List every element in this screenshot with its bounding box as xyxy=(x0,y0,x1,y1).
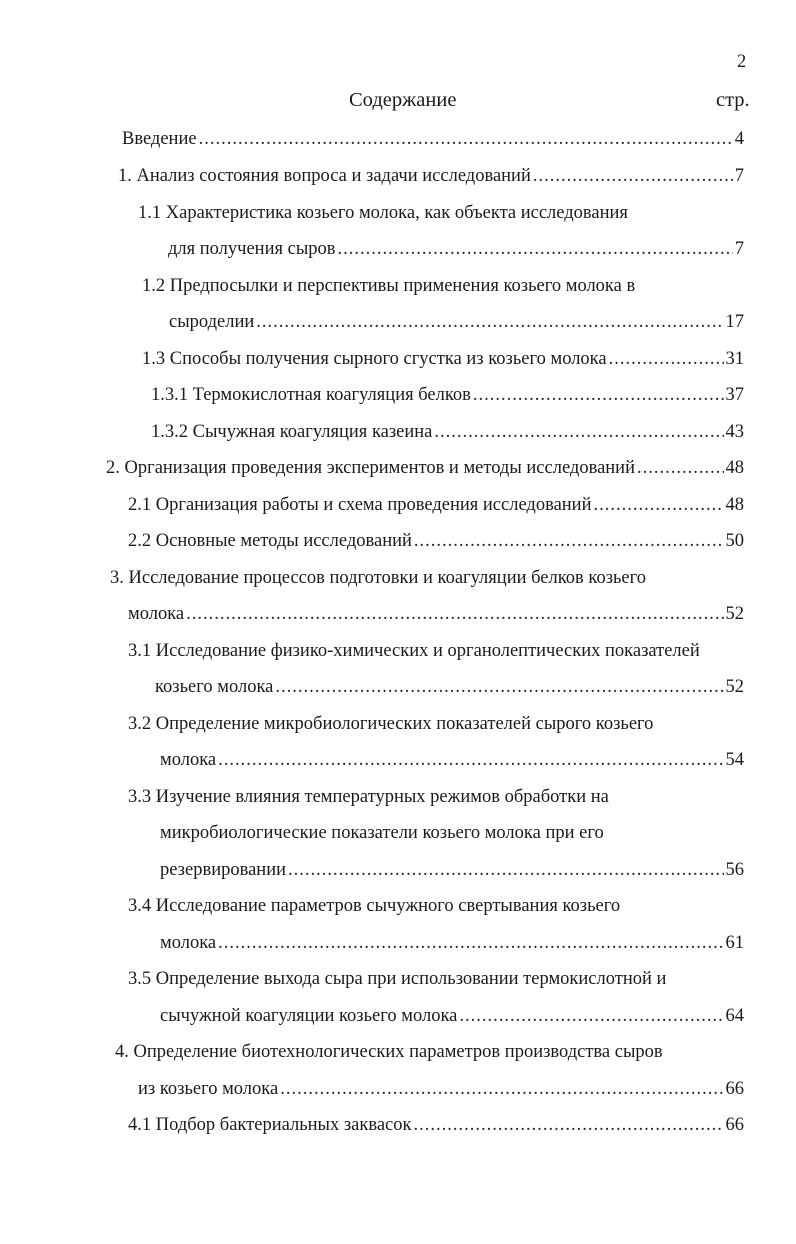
dot-leader xyxy=(275,677,723,698)
dot-leader xyxy=(218,750,723,771)
toc-entry-text: 1.3.2 Сычужная коагуляция казеина xyxy=(151,422,433,442)
toc-entry-page: 52 xyxy=(725,677,744,697)
toc-entry-4-1[interactable] xyxy=(128,1115,744,1136)
toc-entry-text: для получения сыров xyxy=(168,239,336,259)
toc-entry-page: 7 xyxy=(734,166,744,186)
toc-entry-page: 7 xyxy=(734,239,744,259)
dot-leader xyxy=(338,239,733,260)
toc-entry-page: 48 xyxy=(725,458,744,478)
dot-leader xyxy=(288,860,724,881)
toc-entry-3-4[interactable] xyxy=(160,933,744,954)
toc-entry-chapter-1[interactable] xyxy=(118,166,744,187)
dot-leader xyxy=(473,385,724,406)
toc-entry-page: 64 xyxy=(725,1006,744,1026)
dot-leader xyxy=(280,1079,723,1100)
toc-entry-1-1[interactable] xyxy=(168,239,744,260)
toc-entry-text: молока xyxy=(160,750,217,770)
toc-entry-text: 1.3.1 Термокислотная коагуляция белков xyxy=(151,385,471,405)
toc-entry-page: 61 xyxy=(725,933,744,953)
toc-entry-text: козьего молока xyxy=(155,677,274,697)
toc-entry-1-1-line1: 1.1 Характеристика козьего молока, как объекта исследования xyxy=(138,203,628,223)
toc-entry-3-3-line1: 3.3 Изучение влияния температурных режимов обработки на xyxy=(128,787,609,807)
toc-entry-1-3-1[interactable] xyxy=(151,385,744,406)
dot-leader xyxy=(218,933,723,954)
toc-entry-page: 43 xyxy=(725,422,744,442)
dot-leader xyxy=(637,458,724,479)
toc-entry-page: 37 xyxy=(725,385,744,405)
dot-leader xyxy=(186,604,723,625)
dot-leader xyxy=(609,349,724,370)
toc-entry-text: сычужной коагуляции козьего молока xyxy=(160,1006,458,1026)
dot-leader xyxy=(594,495,724,516)
toc-entry-3-1-line1: 3.1 Исследование физико-химических и органолептических показателей xyxy=(128,641,700,661)
toc-entry-page: 66 xyxy=(725,1115,744,1135)
toc-entry-introduction[interactable] xyxy=(122,129,744,150)
toc-entry-3-5[interactable] xyxy=(160,1006,744,1027)
toc-entry-text: 1. Анализ состояния вопроса и задачи исследований xyxy=(118,166,531,186)
toc-entry-1-2-line1: 1.2 Предпосылки и перспективы применения козьего молока в xyxy=(142,276,636,296)
toc-entry-3-1[interactable] xyxy=(155,677,744,698)
page-number: 2 xyxy=(737,52,747,72)
dot-leader xyxy=(414,1115,724,1136)
toc-entry-3-3-line2: микробиологические показатели козьего молока при его xyxy=(160,823,604,843)
toc-entry-text: 2.1 Организация работы и схема проведения исследований xyxy=(128,495,592,515)
toc-entry-2-2[interactable] xyxy=(128,531,744,552)
toc-entry-3-4-line1: 3.4 Исследование параметров сычужного свертывания козьего xyxy=(128,896,621,916)
toc-entry-text: 2. Организация проведения экспериментов и методы исследований xyxy=(106,458,635,478)
toc-entry-1-3[interactable] xyxy=(142,349,744,370)
toc-entry-3-2-line1: 3.2 Определение микробиологических показателей сырого козьего xyxy=(128,714,654,734)
dot-leader xyxy=(199,129,733,150)
toc-entry-page: 4 xyxy=(734,129,744,149)
toc-entry-3-3[interactable] xyxy=(160,860,744,881)
toc-entry-page: 52 xyxy=(725,604,744,624)
toc-entry-chapter-3[interactable] xyxy=(128,604,744,625)
toc-entry-page: 17 xyxy=(725,312,744,332)
toc-entry-page: 50 xyxy=(725,531,744,551)
toc-entry-text: молока xyxy=(128,604,185,624)
dot-leader xyxy=(434,422,723,443)
toc-entry-text: 1.3 Способы получения сырного сгустка из козьего молока xyxy=(142,349,607,369)
toc-entry-text: из козьего молока xyxy=(138,1079,279,1099)
toc-entry-text: 4.1 Подбор бактериальных заквасок xyxy=(128,1115,412,1135)
toc-entry-chapter-4-line1: 4. Определение биотехнологических параметров производства сыров xyxy=(115,1042,663,1062)
dot-leader xyxy=(533,166,733,187)
toc-entry-text: сыроделии xyxy=(169,312,255,332)
toc-entry-chapter-4[interactable] xyxy=(138,1079,744,1100)
toc-entry-text: молока xyxy=(160,933,217,953)
dot-leader xyxy=(256,312,723,333)
toc-entry-page: 56 xyxy=(725,860,744,880)
dot-leader xyxy=(414,531,724,552)
toc-entry-1-3-2[interactable] xyxy=(151,422,744,443)
toc-entry-page: 66 xyxy=(725,1079,744,1099)
page-column-label: стр. xyxy=(716,89,750,111)
toc-entry-chapter-2[interactable] xyxy=(106,458,744,479)
page-title: Содержание xyxy=(349,89,457,111)
toc-entry-3-5-line1: 3.5 Определение выхода сыра при использовании термокислотной и xyxy=(128,969,667,989)
toc-entry-page: 48 xyxy=(725,495,744,515)
toc-entry-text: Введение xyxy=(122,129,197,149)
toc-entry-1-2[interactable] xyxy=(169,312,744,333)
toc-entry-2-1[interactable] xyxy=(128,495,744,516)
toc-entry-chapter-3-line1: 3. Исследование процессов подготовки и коагуляции белков козьего xyxy=(110,568,647,588)
toc-entry-3-2[interactable] xyxy=(160,750,744,771)
toc-entry-text: резервировании xyxy=(160,860,286,880)
toc-entry-text: 2.2 Основные методы исследований xyxy=(128,531,412,551)
toc-entry-page: 31 xyxy=(725,349,744,369)
dot-leader xyxy=(459,1006,723,1027)
toc-entry-page: 54 xyxy=(725,750,744,770)
